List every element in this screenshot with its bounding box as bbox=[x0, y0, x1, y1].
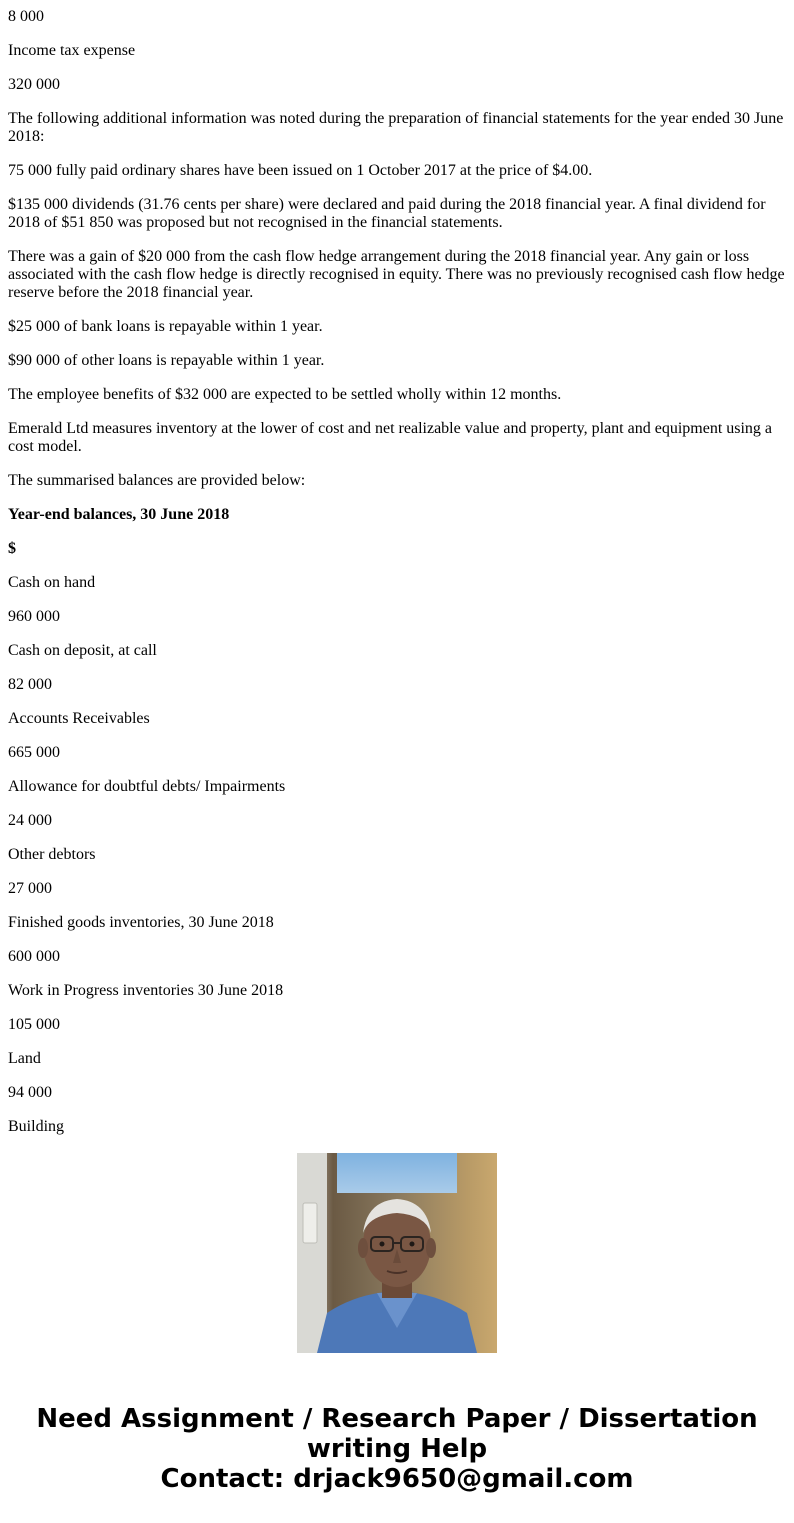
paragraph: Emerald Ltd measures inventory at the lower of cost and net realizable value and property, plant and equipment using a cost model. bbox=[8, 420, 773, 455]
balance-value: 27 000 bbox=[8, 880, 52, 897]
balance-label: Allowance for doubtful debts/ Impairments bbox=[8, 778, 286, 795]
promo-banner bbox=[0, 1404, 794, 1494]
paragraph: There was a gain of $20 000 from the cash flow hedge arrangement during the 2018 financial year. Any gain or loss associated with the cash flow hedge is directly recognised in equity. There was no previously recognised cash flow hedge reserve before the 2018 financial year. bbox=[8, 248, 785, 301]
balance-value: 665 000 bbox=[8, 744, 60, 761]
paragraph: The following additional information was noted during the preparation of financial statements for the year ended 30 June 2018: bbox=[8, 110, 784, 145]
paragraph: The summarised balances are provided below: bbox=[8, 472, 306, 489]
document-body bbox=[8, 0, 786, 1135]
balance-label: Cash on deposit, at call bbox=[8, 642, 157, 659]
currency-heading: $ bbox=[8, 540, 16, 557]
avatar-photo bbox=[297, 1153, 497, 1353]
promo-line: writing Help bbox=[306, 1434, 488, 1464]
balance-label: Cash on hand bbox=[8, 574, 96, 591]
text-line: Income tax expense bbox=[8, 42, 136, 59]
balances-heading: Year-end balances, 30 June 2018 bbox=[8, 506, 230, 523]
promo-line: Need Assignment / Research Paper / Dissertation bbox=[36, 1404, 758, 1434]
balance-value: 960 000 bbox=[8, 608, 60, 625]
balance-label: Land bbox=[8, 1050, 41, 1067]
balance-label: Accounts Receivables bbox=[8, 710, 150, 727]
paragraph: $25 000 of bank loans is repayable within 1 year. bbox=[8, 318, 323, 335]
balance-value: 105 000 bbox=[8, 1016, 60, 1033]
paragraph: The employee benefits of $32 000 are expected to be settled wholly within 12 months. bbox=[8, 386, 562, 403]
text-line: 8 000 bbox=[8, 8, 44, 25]
text-line: 320 000 bbox=[8, 76, 60, 93]
balance-value: 600 000 bbox=[8, 948, 60, 965]
balance-label: Finished goods inventories, 30 June 2018 bbox=[8, 914, 274, 931]
paragraph: $135 000 dividends (31.76 cents per share) were declared and paid during the 2018 financial year. A final dividend for 2018 of $51 850 was proposed but not recognised in the financial statements. bbox=[8, 196, 766, 231]
paragraph: 75 000 fully paid ordinary shares have been issued on 1 October 2017 at the price of $4.00. bbox=[8, 162, 593, 179]
balance-label: Work in Progress inventories 30 June 2018 bbox=[8, 982, 284, 999]
balance-label: Other debtors bbox=[8, 846, 96, 863]
author-avatar bbox=[297, 1153, 497, 1353]
balance-label-cut-off: Building bbox=[8, 1118, 65, 1135]
balance-value: 24 000 bbox=[8, 812, 52, 829]
balance-value: 94 000 bbox=[8, 1084, 52, 1101]
balance-value: 82 000 bbox=[8, 676, 52, 693]
paragraph: $90 000 of other loans is repayable within 1 year. bbox=[8, 352, 325, 369]
promo-contact: Contact: drjack9650@gmail.com bbox=[160, 1464, 634, 1494]
